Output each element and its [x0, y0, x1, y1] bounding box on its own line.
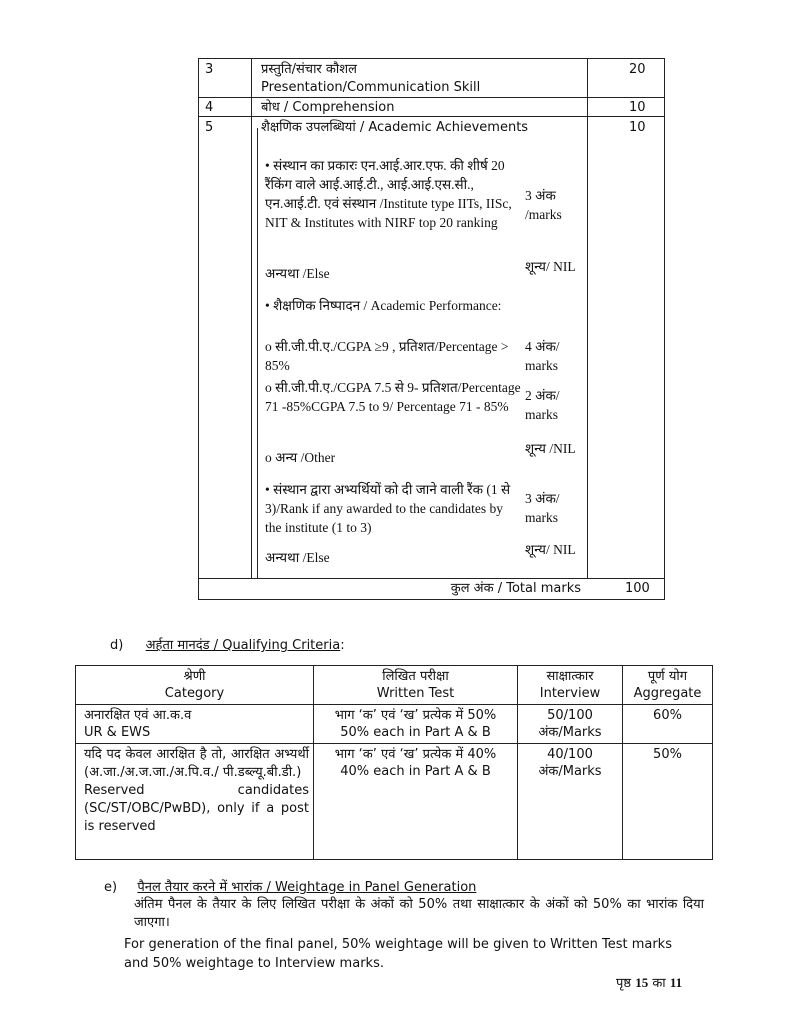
header-aggregate — [623, 668, 712, 702]
row-divider — [76, 704, 712, 705]
row-divider — [199, 97, 664, 98]
sub-item-text: • शैक्षणिक निष्पादन / Academic Performance: — [265, 298, 502, 313]
interview-score: 40/100 — [547, 747, 593, 762]
sub-item-marks: 3 अंक/ marks — [525, 491, 560, 525]
category-hindi: अनारक्षित एवं आ.क.व — [84, 708, 192, 723]
aggregate-cell: 60% — [653, 708, 682, 723]
sub-item-marks: 4 अंक/ marks — [525, 339, 560, 373]
header-hindi: लिखित परीक्षा — [382, 669, 449, 684]
sub-item-text: o सी.जी.पी.ए./CGPA 7.5 से 9- प्रतिशत/Percentage 71 -85%CGPA 7.5 to 9/ Percentage 71 - 85% — [265, 380, 521, 414]
section-title: पैनल तैयार करने में भारांक / Weightage in Panel Generation — [137, 880, 477, 895]
section-title: अर्हता मानदंड / Qualifying Criteria — [145, 638, 341, 653]
written-hindi: भाग ‘क’ एवं ‘ख’ प्रत्येक में 50% — [334, 708, 497, 723]
interview-unit: अंक/Marks — [538, 764, 602, 779]
row-sno: 3 — [205, 62, 214, 77]
header-written-test — [314, 668, 517, 702]
header-interview — [518, 668, 622, 702]
header-hindi: साक्षात्कार — [546, 669, 594, 684]
row-divider — [199, 116, 664, 117]
written-english: 50% each in Part A & B — [340, 725, 491, 740]
weightage-paragraph-hindi: अंतिम पैनल के तैयार के लिए लिखित परीक्षा के अंकों को 50% तथा साक्षात्कार के अंकों को 50% का भारांक दिया जाएगा। — [134, 897, 704, 930]
section-letter: e) — [104, 880, 118, 895]
sub-item-text: अन्यथा /Else — [265, 266, 330, 281]
header-hindi: श्रेणी — [183, 669, 206, 684]
category-hindi: यदि पद केवल आरक्षित है तो, आरक्षित अभ्यर्थी (अ.जा./अ.ज.जा./अ.पि.व./ पी.डब्ल्यू.बी.डी.) — [84, 747, 309, 780]
header-english: Category — [164, 686, 225, 701]
sub-item-marks: शून्य/ NIL — [525, 542, 576, 557]
of-word: का — [652, 976, 666, 991]
written-cell — [314, 746, 517, 780]
interview-score: 50/100 — [547, 708, 593, 723]
row-marks: 10 — [629, 120, 646, 135]
page-number — [616, 975, 682, 992]
weightage-paragraph-english: For generation of the final panel, 50% weightage will be given to Written Test marks and 50% weightage to Interview marks. — [124, 937, 672, 971]
category-english: Reserved candidates (SC/ST/OBC/PwBD), only if a post is reserved — [84, 783, 309, 834]
sub-item-marks: 2 अंक/ marks — [525, 388, 560, 422]
header-english: Aggregate — [633, 686, 702, 701]
row-label: बोध / Comprehension — [261, 100, 395, 115]
row-label: शैक्षणिक उपलब्धियां / Academic Achievements — [261, 120, 529, 135]
section-e-heading — [104, 880, 476, 896]
total-value: 100 — [625, 581, 650, 596]
header-english: Written Test — [376, 686, 455, 701]
page-current: 15 — [635, 975, 649, 990]
section-letter: d) — [110, 638, 124, 653]
col-divider — [587, 59, 588, 578]
row-divider — [76, 743, 712, 744]
col-divider-inner — [257, 128, 258, 578]
row-label-english: Presentation/Communication Skill — [261, 80, 481, 95]
page-total: 11 — [669, 975, 683, 990]
sub-item-text: • संस्थान द्वारा अभ्यर्थियों को दी जाने वाली रैंक (1 से 3)/Rank if any awarded to the candidates by the institute (1 to 3) — [265, 482, 511, 535]
section-d-heading — [110, 638, 345, 654]
sub-item-marks: 3 अंक /marks — [525, 188, 562, 222]
interview-cell — [518, 707, 622, 741]
row-label-hindi: प्रस्तुति/संचार कौशल — [261, 62, 357, 77]
section-colon: : — [340, 638, 345, 653]
row-marks: 10 — [629, 100, 646, 115]
sub-item-marks: शून्य /NIL — [525, 441, 576, 456]
header-category — [76, 668, 313, 702]
sub-item-text: • संस्थान का प्रकारः एन.आई.आर.एफ. की शीर्ष 20 रैंकिंग वाले आई.आई.टी., आई.आई.एस.सी., एन.आई.टी. एवं संस्थान /Institute type IITs, IISc, NIT & Institutes with NIRF top 20 ranking — [265, 158, 512, 230]
interview-cell — [518, 746, 622, 780]
table-row-ur-ews-category — [84, 707, 309, 741]
aggregate-cell: 50% — [653, 747, 682, 762]
header-english: Interview — [539, 686, 601, 701]
page-word: पृष्ठ — [616, 976, 632, 991]
written-cell — [314, 707, 517, 741]
sub-item-marks: शून्य/ NIL — [525, 259, 576, 274]
header-hindi: पूर्ण योग — [647, 669, 688, 684]
sub-item-text: o सी.जी.पी.ए./CGPA ≥9 , प्रतिशत/Percentage > 85% — [265, 339, 509, 373]
row-sno: 5 — [205, 120, 214, 135]
written-english: 40% each in Part A & B — [340, 764, 491, 779]
table-row-reserved-category — [84, 746, 309, 836]
marks-table — [198, 58, 665, 600]
sub-item-text: अन्यथा /Else — [265, 550, 330, 565]
row-sno: 4 — [205, 100, 214, 115]
written-hindi: भाग ‘क’ एवं ‘ख’ प्रत्येक में 40% — [334, 747, 497, 762]
sub-item-text: o अन्य /Other — [265, 450, 336, 465]
col-divider — [251, 59, 252, 578]
qualifying-criteria-table — [75, 665, 713, 860]
row-divider — [199, 578, 664, 579]
interview-unit: अंक/Marks — [538, 725, 602, 740]
category-english: UR & EWS — [84, 725, 151, 740]
row-marks: 20 — [629, 62, 646, 77]
total-label: कुल अंक / Total marks — [450, 581, 581, 596]
